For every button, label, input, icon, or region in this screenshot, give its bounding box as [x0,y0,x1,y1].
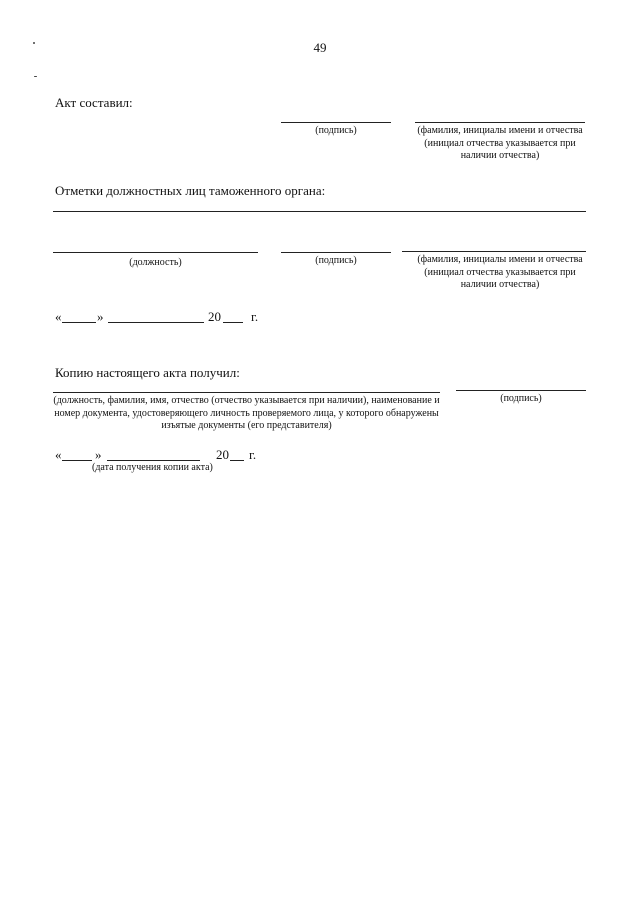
copy-person-caption: (должность, фамилия, имя, отчество (отчество указывается при наличии), наименование и номер документа, удостоверяющего личность проверяемого лица, у которого обнаружены изъятые документы (его представителя) [53,395,440,431]
act-name-line [415,122,585,123]
date1-open-quote: « [55,309,62,324]
officials-signature-caption: (подпись) [315,255,357,266]
page-number: 49 [313,40,327,55]
copy-signature-line [456,390,586,391]
officials-name-line [402,251,586,252]
act-signature-line [281,122,391,123]
scan-speck [33,42,35,44]
copy-received-heading: Копию настоящего акта получил: [55,365,240,380]
date2-year-prefix: 20 [216,447,229,462]
date2-year-suffix: г. [249,447,257,462]
date1-year-line [223,322,243,323]
date2-day-line [62,460,92,461]
date2-month-line [107,460,200,461]
officials-marks-line [53,211,586,212]
date2-year-line [230,460,244,461]
officials-signature-line [281,252,391,253]
date1-year-suffix: г. [251,309,259,324]
date2-open-quote: « [55,447,62,462]
officials-position-line [53,252,258,253]
scan-speck [34,76,37,77]
date1-day-line [62,322,96,323]
copy-person-line [53,392,440,393]
act-signature-caption: (подпись) [315,125,357,136]
date1-year-prefix: 20 [208,309,221,324]
act-name-caption: (фамилия, инициалы имени и отчества (инициал отчества указывается при наличии отчества) [417,125,583,161]
officials-name-caption: (фамилия, инициалы имени и отчества (инициал отчества указывается при наличии отчества) [417,254,583,290]
act-composed-heading: Акт составил: [55,95,133,110]
date2-close-quote: » [95,447,102,462]
officials-marks-heading: Отметки должностных лиц таможенного органа: [55,183,326,198]
copy-signature-caption: (подпись) [500,393,542,404]
date2-caption: (дата получения копии акта) [92,462,213,473]
date1-close-quote: » [97,309,104,324]
date1-month-line [108,322,204,323]
officials-position-caption: (должность) [129,257,182,268]
